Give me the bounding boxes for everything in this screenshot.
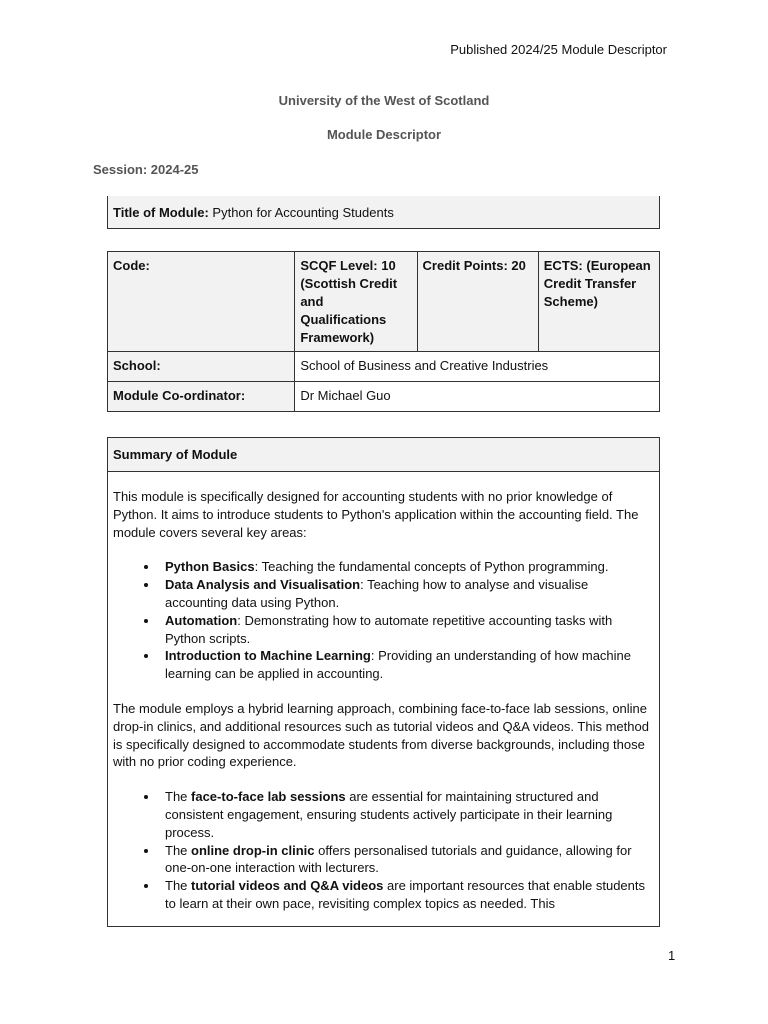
summary-intro: This module is specifically designed for accounting students with no prior knowledge of Python. It aims to introduce students to Python's application within the accounting field. The module covers several key areas: — [113, 489, 639, 540]
ects: ECTS: (European Credit Transfer Scheme) — [538, 252, 659, 352]
summary-section — [107, 437, 660, 927]
list-item — [159, 612, 654, 648]
method-prefix: The — [165, 789, 192, 805]
area-text: : Providing an understanding of how machine learning can be applied in accounting. — [165, 648, 632, 682]
methods-list — [113, 788, 654, 913]
list-item — [159, 558, 654, 576]
method-title: online drop-in clinic — [191, 842, 315, 858]
method-title: tutorial videos and Q&A videos — [191, 878, 384, 894]
key-areas-list — [113, 558, 654, 683]
area-title: Data Analysis and Visualisation — [165, 577, 361, 593]
method-title: face-to-face lab sessions — [191, 789, 346, 805]
list-item — [159, 647, 654, 683]
summary-heading: Summary of Module — [108, 438, 659, 472]
school-value: School of Business and Creative Industries — [295, 352, 660, 382]
session-label: Session: 2024-25 — [93, 162, 199, 177]
page-number: 1 — [668, 948, 676, 963]
summary-approach: The module employs a hybrid learning approach, combining face-to-face lab sessions, online drop-in clinics, and additional resources such as tutorial videos and Q&A videos. This method is specifically designed to accommodate students from diverse backgrounds, including those with no prior coding experience. — [113, 700, 649, 770]
method-prefix: The — [165, 842, 192, 858]
scqf-level: SCQF Level: 10 (Scottish Credit and Qualifications Framework) — [295, 252, 417, 352]
list-item — [159, 788, 654, 841]
module-title-value: Python for Accounting Students — [208, 205, 394, 220]
area-title: Automation — [165, 612, 238, 628]
area-text: : Teaching how to analyse and visualise accounting data using Python. — [165, 577, 589, 610]
university-name: University of the West of Scotland — [278, 93, 490, 108]
credit-points: Credit Points: 20 — [417, 252, 538, 352]
list-item — [159, 576, 654, 612]
page-header: Published 2024/25 Module Descriptor — [450, 42, 667, 57]
area-title: Python Basics — [165, 559, 255, 575]
module-title-cell — [108, 196, 660, 229]
method-text: are important resources that enable students to learn at their own pace, revisiting complex topics as needed. This — [165, 878, 645, 911]
coordinator-value: Dr Michael Guo — [295, 382, 660, 412]
code-label: Code: — [108, 252, 295, 352]
method-text: offers personalised tutorials and guidance, allowing for one-on-one interaction with lecturers. — [165, 842, 632, 876]
module-title-table — [107, 196, 660, 229]
coordinator-label: Module Co-ordinator: — [108, 382, 295, 412]
area-text: : Demonstrating how to automate repetitive accounting tasks with Python scripts. — [165, 612, 613, 646]
area-text: : Teaching the fundamental concepts of Python programming. — [254, 559, 609, 575]
list-item — [159, 877, 654, 913]
summary-body — [108, 472, 659, 913]
method-text: are essential for maintaining structured and consistent engagement, ensuring students actively participate in their learning process. — [165, 789, 613, 840]
document-title: Module Descriptor — [326, 127, 442, 142]
module-title-label: Title of Module: — [113, 205, 209, 220]
method-prefix: The — [165, 878, 192, 894]
area-title: Introduction to Machine Learning — [165, 648, 371, 664]
school-label: School: — [108, 352, 295, 382]
list-item — [159, 842, 654, 878]
module-info-table — [107, 251, 660, 412]
